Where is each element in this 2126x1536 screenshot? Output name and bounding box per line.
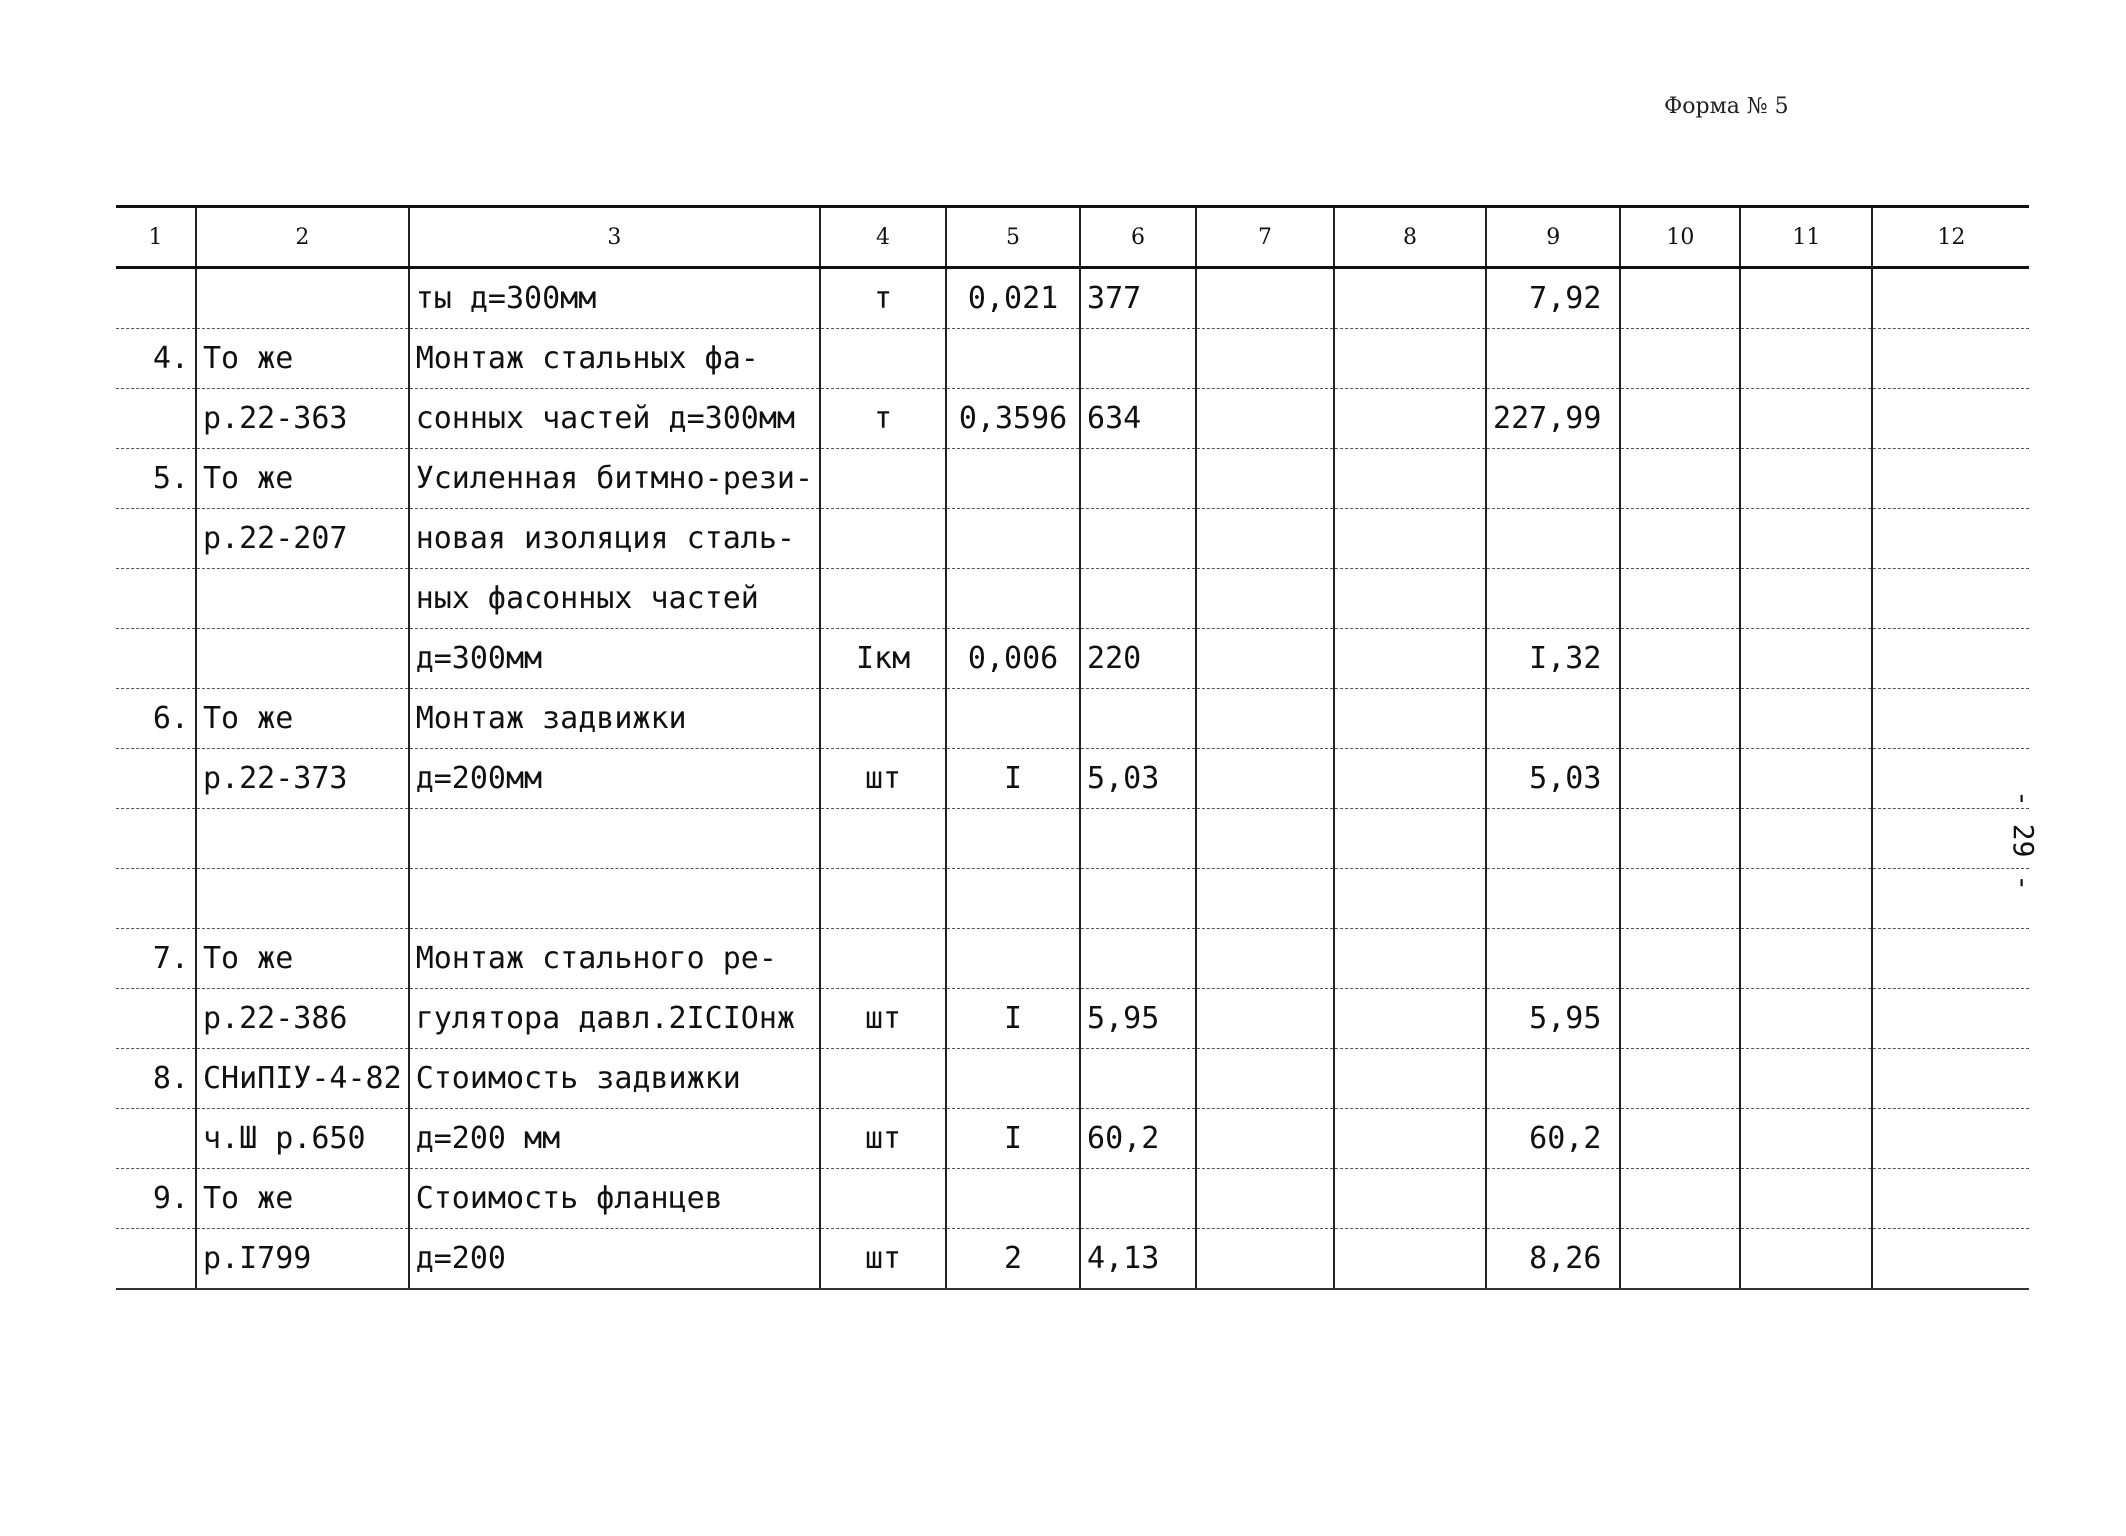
cell-col-9 xyxy=(1486,1169,1620,1229)
cell-col-12 xyxy=(1872,749,2029,809)
cell-col-1 xyxy=(116,629,196,689)
cell-col-9: 227,99 xyxy=(1486,389,1620,449)
cell-col-7 xyxy=(1196,329,1334,389)
cell-col-4 xyxy=(820,869,946,929)
cell-col-3: Монтаж задвижки xyxy=(409,689,820,749)
cell-col-2 xyxy=(196,268,409,329)
cell-col-9: 5,03 xyxy=(1486,749,1620,809)
cell-col-7 xyxy=(1196,1049,1334,1109)
header-row xyxy=(116,207,2029,268)
column-header-10: 10 xyxy=(1620,207,1740,268)
cell-col-5 xyxy=(946,1049,1080,1109)
cell-col-6 xyxy=(1080,569,1196,629)
cell-col-10 xyxy=(1620,1109,1740,1169)
cell-col-3: Стоимость фланцев xyxy=(409,1169,820,1229)
cell-col-12 xyxy=(1872,689,2029,749)
cell-col-5 xyxy=(946,809,1080,869)
cell-col-1 xyxy=(116,749,196,809)
cell-col-1 xyxy=(116,509,196,569)
cell-col-10 xyxy=(1620,929,1740,989)
cell-col-11 xyxy=(1740,1109,1872,1169)
cell-col-12 xyxy=(1872,509,2029,569)
cell-col-12 xyxy=(1872,1229,2029,1290)
column-header-6: 6 xyxy=(1080,207,1196,268)
cell-col-4 xyxy=(820,449,946,509)
estimate-table xyxy=(116,205,2029,1290)
cell-col-11 xyxy=(1740,569,1872,629)
cell-col-7 xyxy=(1196,629,1334,689)
cell-col-11 xyxy=(1740,989,1872,1049)
cell-col-6 xyxy=(1080,809,1196,869)
cell-col-2: р.I799 xyxy=(196,1229,409,1290)
cell-col-12 xyxy=(1872,989,2029,1049)
cell-col-10 xyxy=(1620,1169,1740,1229)
cell-col-12 xyxy=(1872,449,2029,509)
cell-col-11 xyxy=(1740,449,1872,509)
cell-col-2: То же xyxy=(196,689,409,749)
cell-col-6: 60,2 xyxy=(1080,1109,1196,1169)
cell-col-9: I,32 xyxy=(1486,629,1620,689)
cell-col-2: То же xyxy=(196,329,409,389)
cell-col-10 xyxy=(1620,389,1740,449)
column-header-7: 7 xyxy=(1196,207,1334,268)
cell-col-2: То же xyxy=(196,1169,409,1229)
cell-col-6 xyxy=(1080,329,1196,389)
cell-col-12 xyxy=(1872,389,2029,449)
cell-col-10 xyxy=(1620,449,1740,509)
cell-col-3: ты д=300мм xyxy=(409,268,820,329)
cell-col-1 xyxy=(116,809,196,869)
table-row xyxy=(116,1109,2029,1169)
table-row xyxy=(116,869,2029,929)
cell-col-7 xyxy=(1196,449,1334,509)
column-header-1: 1 xyxy=(116,207,196,268)
cell-col-4 xyxy=(820,1169,946,1229)
column-header-9: 9 xyxy=(1486,207,1620,268)
cell-col-10 xyxy=(1620,869,1740,929)
cell-col-5 xyxy=(946,329,1080,389)
cell-col-3: Стоимость задвижки xyxy=(409,1049,820,1109)
cell-col-2 xyxy=(196,629,409,689)
cell-col-5: 2 xyxy=(946,1229,1080,1290)
cell-col-8 xyxy=(1334,749,1486,809)
cell-col-12 xyxy=(1872,569,2029,629)
cell-col-11 xyxy=(1740,869,1872,929)
cell-col-12 xyxy=(1872,1169,2029,1229)
table-row xyxy=(116,268,2029,329)
cell-col-1 xyxy=(116,1229,196,1290)
cell-col-5 xyxy=(946,449,1080,509)
cell-col-2: р.22-386 xyxy=(196,989,409,1049)
cell-col-9: 5,95 xyxy=(1486,989,1620,1049)
table-row xyxy=(116,569,2029,629)
cell-col-2: р.22-363 xyxy=(196,389,409,449)
table-row xyxy=(116,509,2029,569)
cell-col-8 xyxy=(1334,869,1486,929)
cell-col-1: 7. xyxy=(116,929,196,989)
cell-col-9: 60,2 xyxy=(1486,1109,1620,1169)
cell-col-8 xyxy=(1334,449,1486,509)
cell-col-9: 8,26 xyxy=(1486,1229,1620,1290)
cell-col-2: р.22-207 xyxy=(196,509,409,569)
cell-col-8 xyxy=(1334,929,1486,989)
cell-col-8 xyxy=(1334,1109,1486,1169)
cell-col-12 xyxy=(1872,929,2029,989)
cell-col-4: шт xyxy=(820,1109,946,1169)
cell-col-2: То же xyxy=(196,449,409,509)
cell-col-3: сонных частей д=300мм xyxy=(409,389,820,449)
table-row xyxy=(116,629,2029,689)
cell-col-4: шт xyxy=(820,989,946,1049)
cell-col-6 xyxy=(1080,1169,1196,1229)
cell-col-4 xyxy=(820,929,946,989)
cell-col-7 xyxy=(1196,689,1334,749)
cell-col-5: I xyxy=(946,1109,1080,1169)
cell-col-7 xyxy=(1196,268,1334,329)
cell-col-11 xyxy=(1740,268,1872,329)
table-row xyxy=(116,989,2029,1049)
cell-col-5 xyxy=(946,869,1080,929)
form-title: Форма № 5 xyxy=(1664,94,1789,119)
cell-col-12 xyxy=(1872,869,2029,929)
cell-col-6 xyxy=(1080,1049,1196,1109)
cell-col-2: СНиПIУ-4-82 xyxy=(196,1049,409,1109)
cell-col-3: д=300мм xyxy=(409,629,820,689)
page-number: - 29 - xyxy=(2007,790,2040,892)
cell-col-3: Усиленная битмно-рези- xyxy=(409,449,820,509)
cell-col-7 xyxy=(1196,869,1334,929)
table-row xyxy=(116,1229,2029,1290)
cell-col-2: То же xyxy=(196,929,409,989)
cell-col-8 xyxy=(1334,629,1486,689)
cell-col-11 xyxy=(1740,929,1872,989)
cell-col-5: 0,3596 xyxy=(946,389,1080,449)
cell-col-5: 0,006 xyxy=(946,629,1080,689)
cell-col-1 xyxy=(116,268,196,329)
cell-col-12 xyxy=(1872,629,2029,689)
cell-col-4 xyxy=(820,569,946,629)
cell-col-6: 4,13 xyxy=(1080,1229,1196,1290)
cell-col-9 xyxy=(1486,1049,1620,1109)
cell-col-11 xyxy=(1740,329,1872,389)
cell-col-7 xyxy=(1196,809,1334,869)
cell-col-9 xyxy=(1486,449,1620,509)
cell-col-8 xyxy=(1334,1229,1486,1290)
cell-col-10 xyxy=(1620,749,1740,809)
table-row xyxy=(116,809,2029,869)
cell-col-5 xyxy=(946,929,1080,989)
cell-col-7 xyxy=(1196,1109,1334,1169)
cell-col-3 xyxy=(409,869,820,929)
cell-col-5: 0,021 xyxy=(946,268,1080,329)
cell-col-8 xyxy=(1334,989,1486,1049)
cell-col-12 xyxy=(1872,268,2029,329)
cell-col-3: д=200мм xyxy=(409,749,820,809)
cell-col-1: 9. xyxy=(116,1169,196,1229)
cell-col-5 xyxy=(946,569,1080,629)
cell-col-3: д=200 мм xyxy=(409,1109,820,1169)
cell-col-11 xyxy=(1740,809,1872,869)
cell-col-1 xyxy=(116,1109,196,1169)
cell-col-8 xyxy=(1334,809,1486,869)
cell-col-12 xyxy=(1872,1049,2029,1109)
cell-col-1 xyxy=(116,389,196,449)
cell-col-5: I xyxy=(946,749,1080,809)
column-header-4: 4 xyxy=(820,207,946,268)
cell-col-3: д=200 xyxy=(409,1229,820,1290)
cell-col-12 xyxy=(1872,329,2029,389)
cell-col-1 xyxy=(116,569,196,629)
cell-col-12 xyxy=(1872,1109,2029,1169)
cell-col-2: р.22-373 xyxy=(196,749,409,809)
cell-col-8 xyxy=(1334,389,1486,449)
cell-col-3: Монтаж стальных фа- xyxy=(409,329,820,389)
cell-col-9 xyxy=(1486,509,1620,569)
cell-col-2 xyxy=(196,569,409,629)
cell-col-9 xyxy=(1486,869,1620,929)
cell-col-8 xyxy=(1334,689,1486,749)
cell-col-4 xyxy=(820,329,946,389)
cell-col-1 xyxy=(116,989,196,1049)
cell-col-4 xyxy=(820,809,946,869)
cell-col-1: 6. xyxy=(116,689,196,749)
cell-col-11 xyxy=(1740,389,1872,449)
column-header-5: 5 xyxy=(946,207,1080,268)
column-header-12: 12 xyxy=(1872,207,2029,268)
cell-col-6 xyxy=(1080,869,1196,929)
cell-col-1 xyxy=(116,869,196,929)
cell-col-3: ных фасонных частей xyxy=(409,569,820,629)
cell-col-1: 5. xyxy=(116,449,196,509)
cell-col-7 xyxy=(1196,1229,1334,1290)
table-row xyxy=(116,689,2029,749)
cell-col-6 xyxy=(1080,449,1196,509)
cell-col-5 xyxy=(946,689,1080,749)
table-row xyxy=(116,1169,2029,1229)
cell-col-7 xyxy=(1196,1169,1334,1229)
cell-col-6 xyxy=(1080,689,1196,749)
cell-col-6: 5,03 xyxy=(1080,749,1196,809)
cell-col-11 xyxy=(1740,1229,1872,1290)
table-row xyxy=(116,929,2029,989)
cell-col-7 xyxy=(1196,389,1334,449)
table-row xyxy=(116,389,2029,449)
cell-col-4: шт xyxy=(820,749,946,809)
cell-col-10 xyxy=(1620,1229,1740,1290)
cell-col-5 xyxy=(946,509,1080,569)
cell-col-10 xyxy=(1620,329,1740,389)
cell-col-11 xyxy=(1740,749,1872,809)
cell-col-9 xyxy=(1486,329,1620,389)
cell-col-12 xyxy=(1872,809,2029,869)
cell-col-10 xyxy=(1620,268,1740,329)
cell-col-5: I xyxy=(946,989,1080,1049)
cell-col-3 xyxy=(409,809,820,869)
cell-col-6 xyxy=(1080,929,1196,989)
table-row xyxy=(116,1049,2029,1109)
cell-col-2 xyxy=(196,869,409,929)
table-row xyxy=(116,749,2029,809)
cell-col-4: Iкм xyxy=(820,629,946,689)
cell-col-8 xyxy=(1334,509,1486,569)
cell-col-8 xyxy=(1334,1169,1486,1229)
cell-col-4: т xyxy=(820,389,946,449)
cell-col-10 xyxy=(1620,689,1740,749)
cell-col-3: гулятора давл.2IСIОнж xyxy=(409,989,820,1049)
cell-col-11 xyxy=(1740,1049,1872,1109)
cell-col-10 xyxy=(1620,989,1740,1049)
cell-col-11 xyxy=(1740,629,1872,689)
cell-col-4 xyxy=(820,689,946,749)
cell-col-9 xyxy=(1486,569,1620,629)
cell-col-4: шт xyxy=(820,1229,946,1290)
cell-col-9: 7,92 xyxy=(1486,268,1620,329)
cell-col-1: 8. xyxy=(116,1049,196,1109)
cell-col-10 xyxy=(1620,1049,1740,1109)
cell-col-7 xyxy=(1196,509,1334,569)
cell-col-2 xyxy=(196,809,409,869)
cell-col-10 xyxy=(1620,569,1740,629)
column-header-2: 2 xyxy=(196,207,409,268)
cell-col-8 xyxy=(1334,569,1486,629)
table-body xyxy=(116,268,2029,1290)
cell-col-4 xyxy=(820,1049,946,1109)
cell-col-2: ч.Ш р.650 xyxy=(196,1109,409,1169)
cell-col-10 xyxy=(1620,629,1740,689)
column-header-11: 11 xyxy=(1740,207,1872,268)
cell-col-9 xyxy=(1486,929,1620,989)
cell-col-3: новая изоляция сталь- xyxy=(409,509,820,569)
cell-col-10 xyxy=(1620,809,1740,869)
cell-col-7 xyxy=(1196,929,1334,989)
cell-col-6: 5,95 xyxy=(1080,989,1196,1049)
cell-col-9 xyxy=(1486,809,1620,869)
cell-col-4: т xyxy=(820,268,946,329)
cell-col-7 xyxy=(1196,749,1334,809)
cell-col-4 xyxy=(820,509,946,569)
cell-col-11 xyxy=(1740,509,1872,569)
cell-col-8 xyxy=(1334,1049,1486,1109)
column-header-8: 8 xyxy=(1334,207,1486,268)
cell-col-7 xyxy=(1196,989,1334,1049)
cell-col-6: 634 xyxy=(1080,389,1196,449)
cell-col-8 xyxy=(1334,268,1486,329)
cell-col-9 xyxy=(1486,689,1620,749)
table-row xyxy=(116,329,2029,389)
cell-col-6 xyxy=(1080,509,1196,569)
cell-col-6: 220 xyxy=(1080,629,1196,689)
cell-col-8 xyxy=(1334,329,1486,389)
cell-col-3: Монтаж стального ре- xyxy=(409,929,820,989)
cell-col-10 xyxy=(1620,509,1740,569)
cell-col-5 xyxy=(946,1169,1080,1229)
cell-col-6: 377 xyxy=(1080,268,1196,329)
cell-col-11 xyxy=(1740,689,1872,749)
cell-col-11 xyxy=(1740,1169,1872,1229)
cell-col-1: 4. xyxy=(116,329,196,389)
cell-col-7 xyxy=(1196,569,1334,629)
table-row xyxy=(116,449,2029,509)
column-header-3: 3 xyxy=(409,207,820,268)
